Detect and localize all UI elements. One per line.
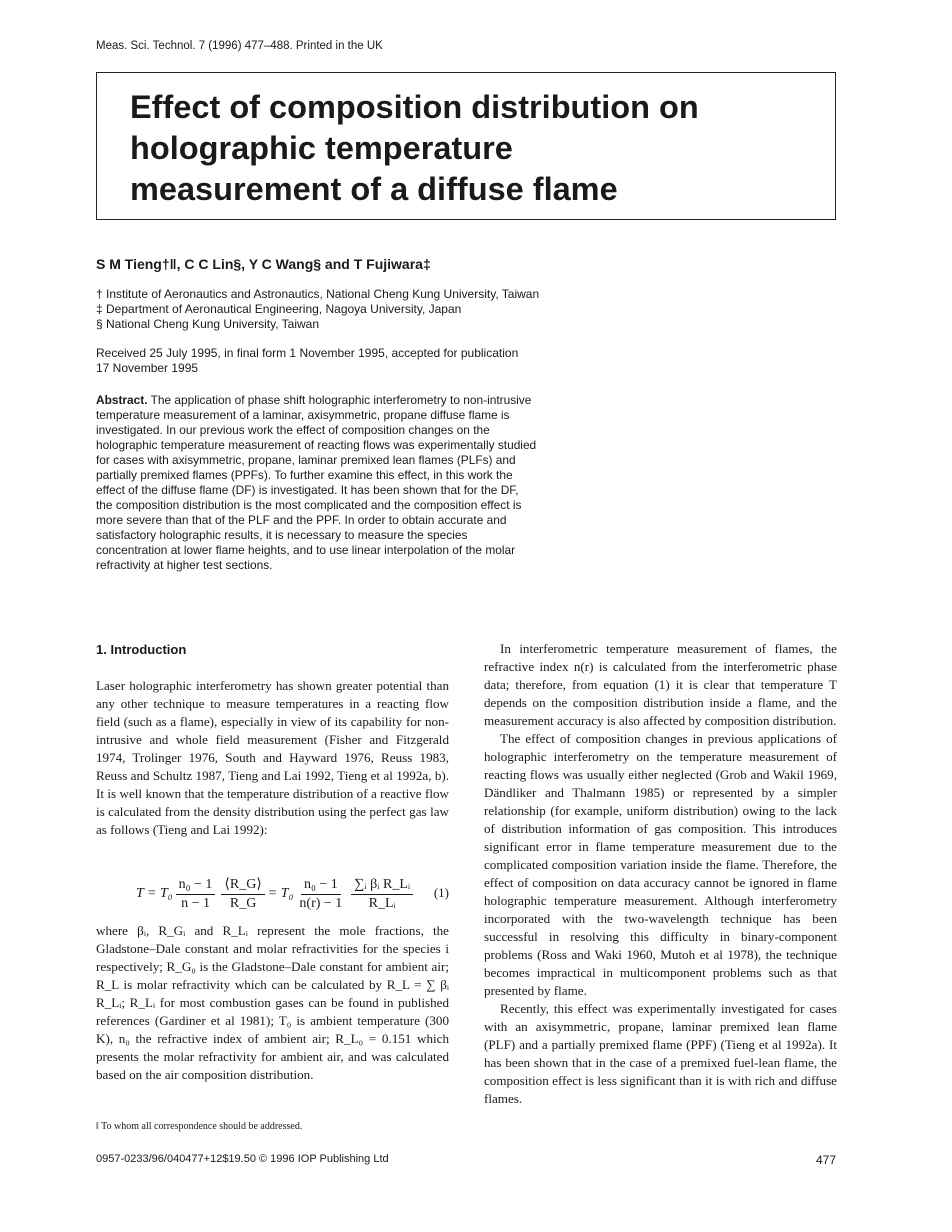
abstract-label: Abstract. bbox=[96, 393, 148, 407]
journal-citation: Meas. Sci. Technol. 7 (1996) 477–488. Printed in the UK bbox=[96, 40, 383, 52]
affiliations bbox=[96, 287, 539, 332]
received-dates bbox=[96, 346, 616, 376]
intro-column-left-bottom bbox=[96, 922, 449, 1084]
footnote: ‖ To whom all correspondence should be addressed. bbox=[96, 1121, 303, 1132]
title-line: holographic temperature bbox=[130, 130, 513, 166]
fraction bbox=[176, 877, 216, 912]
fraction-numerator: ∑ᵢ βᵢ R_Lᵢ bbox=[351, 877, 413, 895]
fraction-numerator: ⟨R_G⟩ bbox=[221, 877, 264, 895]
abstract-line: effect of the diffuse flame (DF) is investigated. It has been shown that for the DF, bbox=[96, 483, 519, 497]
fraction-numerator: n₀ − 1 bbox=[176, 877, 216, 895]
title-line: Effect of composition distribution on bbox=[130, 89, 699, 125]
page-number: 477 bbox=[815, 1153, 836, 1167]
intro-column-left-top bbox=[96, 677, 449, 839]
section-heading-introduction: 1. Introduction bbox=[96, 642, 187, 657]
abstract-line: investigated. In our previous work the effect of composition changes on the bbox=[96, 423, 490, 437]
abstract-line: the composition distribution is the most complicated and the composition effect is bbox=[96, 498, 522, 512]
fraction-denominator: n(r) − 1 bbox=[299, 895, 343, 911]
abstract-line: partially premixed flames (PPFs). To further examine this effect, in this work the bbox=[96, 468, 513, 482]
abstract-line: for cases with axisymmetric, propane, laminar premixed lean flames (PLFs) and bbox=[96, 453, 516, 467]
paragraph: Laser holographic interferometry has shown greater potential than any other technique to measure temperatures in a reacting flow field (such as a flame), especially in view of its capability for non-intrusive and whole field measurement (Fisher and Fitzgerald 1974, Trolinger 1976, South and Hayward 1976, Reuss 1983, Reuss and Schultz 1987, Tieng and Lai 1992, Tieng et al 1992a, b). It is well known that the temperature distribution of a reactive flow is calculated from the density distribution using the perfect gas law as follows (Tieng and Lai 1992): bbox=[96, 678, 449, 837]
abstract-line: holographic temperature measurement of reacting flows was experimentally studied bbox=[96, 438, 537, 452]
fraction-denominator: n − 1 bbox=[181, 895, 210, 911]
paragraph: In interferometric temperature measurement of flames, the refractive index n(r) is calculated from the interferometric phase data; therefore, from equation (1) it is clear that temperature T depends on the composition distribution inside a flame, and the measurement accuracy is also affected by composition distribution. bbox=[484, 641, 837, 728]
received-line: 17 November 1995 bbox=[96, 361, 199, 375]
footer-issn-copyright: 0957-0233/96/040477+12$19.50 © 1996 IOP Publishing Ltd bbox=[96, 1153, 389, 1165]
fraction-denominator: R_G bbox=[229, 895, 257, 911]
received-line: Received 25 July 1995, in final form 1 November 1995, accepted for publication bbox=[96, 346, 519, 360]
abstract-line: satisfactory holographic results, it is necessary to measure the species bbox=[96, 528, 468, 542]
affiliation: † Institute of Aeronautics and Astronautics, National Cheng Kung University, Taiwan bbox=[96, 287, 540, 301]
fraction bbox=[351, 877, 413, 912]
abstract-line: concentration at lower flame heights, and to use linear interpolation of the molar bbox=[96, 543, 516, 557]
fraction bbox=[296, 877, 345, 912]
abstract-line: temperature measurement of a laminar, axisymmetric, propane diffuse flame is bbox=[96, 408, 510, 422]
paragraph: The effect of composition changes in previous applications of holographic interferometry on the temperature measurement of reacting flows was usually either neglected (Grob and Wakil 1969, Dändliker and Thalmann 1985) or represented by a simpler relationship (for example, uniform distribution) owing to the lack of distribution information of gas composition. This introduces significant error in flame temperature measurement due to the complicated composition variation inside the flame. Therefore, the effect of composition on data accuracy cannot be ignored in flame holographic temperature measurement. Although interferometry incorporated with the two-wavelength technique has been successful in resolving this difficulty in binary-component problems (Ross and Waki 1960, Mutoh et al 1978), the technique becomes impractical in multicomponent problems such as that presented by flame. bbox=[484, 731, 837, 998]
equation-1 bbox=[96, 872, 449, 916]
affiliation: ‡ Department of Aeronautical Engineering, Nagoya University, Japan bbox=[96, 302, 462, 316]
abstract-line: refractivity at higher test sections. bbox=[96, 558, 273, 572]
title-box bbox=[96, 72, 836, 220]
equation-mid: = T₀ bbox=[267, 886, 294, 901]
fraction-denominator: R_Lᵢ bbox=[368, 895, 396, 911]
equation-number: (1) bbox=[433, 885, 449, 900]
affiliation: § National Cheng Kung University, Taiwan bbox=[96, 317, 320, 331]
abstract bbox=[96, 393, 596, 573]
fraction-numerator: n₀ − 1 bbox=[301, 877, 341, 895]
title-line: measurement of a diffuse flame bbox=[130, 171, 618, 207]
paragraph: where βᵢ, R_Gᵢ and R_Lᵢ represent the mole fractions, the Gladstone–Dale constant and molar refractivities for the species i respectively; R_G₀ is the Gladstone–Dale constant for ambient air; R_L is molar refractivity which can be calculated by R_L = ∑ βᵢ R_Lᵢ; R_Lᵢ for most combustion gases can be found in published references (Gardiner et al 1981); T₀ is ambient temperature (300 K), n₀ the refractive index of ambient air; R_L₀ = 0.151 which presents the molar refractivity for ambient air, and was calculated based on the air composition distribution. bbox=[96, 923, 449, 1082]
author-list: S M Tieng†‖, C C Lin§, Y C Wang§ and T Fujiwara‡ bbox=[96, 256, 431, 272]
fraction bbox=[221, 877, 264, 912]
intro-column-right bbox=[484, 640, 837, 1108]
equation-lhs: T = T₀ bbox=[136, 886, 173, 901]
abstract-line: more severe than that of the PLF and the PPF. In order to obtain accurate and bbox=[96, 513, 507, 527]
abstract-line: The application of phase shift holographic interferometry to non-intrusive bbox=[150, 393, 532, 407]
paragraph: Recently, this effect was experimentally investigated for cases with an axisymmetric, propane, laminar premixed lean flame (PLF) and a partially premixed flame (PPF) (Tieng et al 1992a). It has been shown that in the case of a premixed fuel-lean flame, the composition effect is less significant than it is with rich and diffuse flames. bbox=[484, 1001, 837, 1106]
paper-title bbox=[130, 87, 699, 210]
